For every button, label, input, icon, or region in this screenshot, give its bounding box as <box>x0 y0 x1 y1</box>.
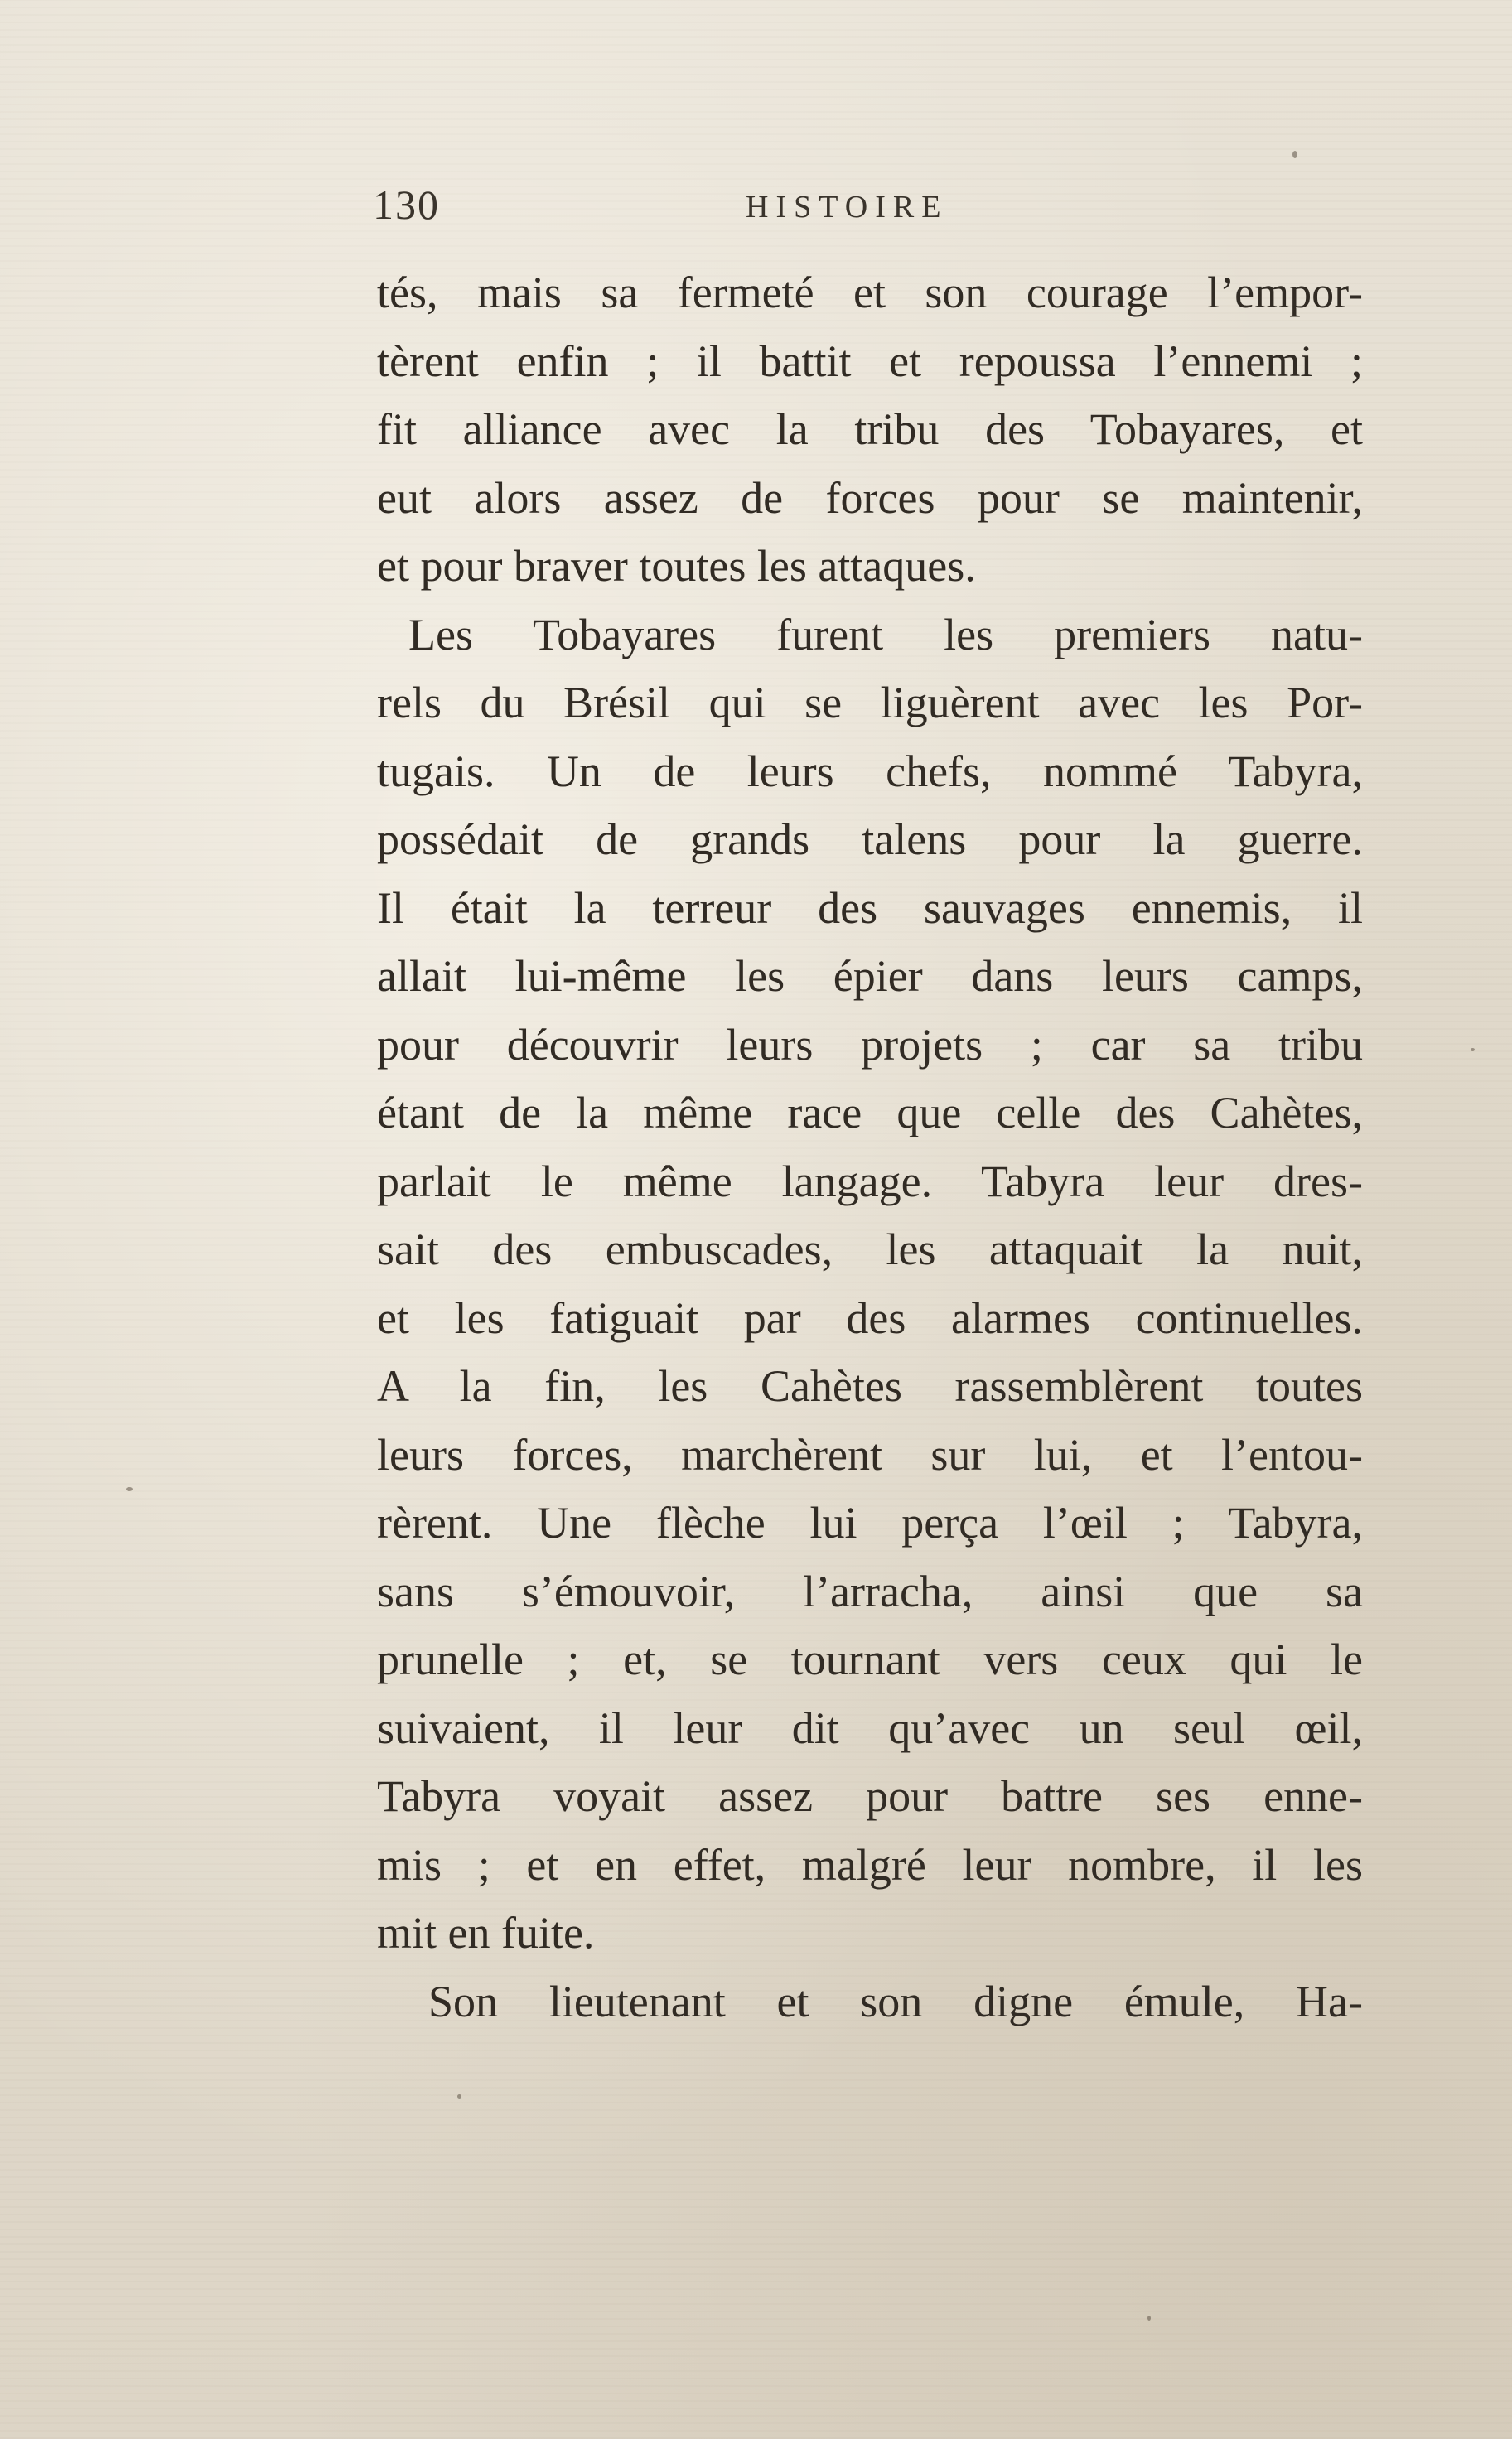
text-line: suivaient, il leur dit qu’avec un seul œil, <box>377 1702 1363 1753</box>
paper-speck <box>1292 151 1297 158</box>
text-line: sait des embuscades, les attaquait la nuit, <box>377 1224 1363 1274</box>
text-line: Les Tobayares furent les premiers natu- <box>408 609 1363 659</box>
text-line: et les fatiguait par des alarmes continuelles. <box>377 1292 1363 1343</box>
text-line: tèrent enfin ; il battit et repoussa l’ennemi ; <box>377 336 1363 386</box>
paper-speck <box>1471 1048 1475 1051</box>
text-line: étant de la même race que celle des Cahètes, <box>377 1088 1363 1137</box>
paper-speck <box>1147 2316 1151 2321</box>
text-line: sans s’émouvoir, l’arracha, ainsi que sa <box>377 1566 1363 1616</box>
paper-speck <box>457 2094 461 2099</box>
body-text <box>377 258 1363 2036</box>
text-line: mit en fuite. <box>377 1908 595 1958</box>
text-line: Il était la terreur des sauvages ennemis, il <box>377 882 1363 933</box>
paper-speck <box>126 1487 133 1491</box>
page-number: 130 <box>373 181 440 228</box>
text-line: parlait le même langage. Tabyra leur dres- <box>377 1156 1363 1206</box>
text-line: allait lui-même les épier dans leurs camps, <box>377 951 1363 1001</box>
text-line: mis ; et en effet, malgré leur nombre, il les <box>377 1839 1363 1890</box>
text-line: prunelle ; et, se tournant vers ceux qui le <box>377 1635 1363 1684</box>
text-line: leurs forces, marchèrent sur lui, et l’entou- <box>377 1429 1363 1480</box>
text-line: rels du Brésil qui se liguèrent avec les Por- <box>377 678 1363 727</box>
text-line: Son lieutenant et son digne émule, Ha- <box>428 1976 1363 2026</box>
text-line: fit alliance avec la tribu des Tobayares, et <box>377 404 1363 454</box>
running-head: HISTOIRE <box>746 190 949 225</box>
text-line: et pour braver toutes les attaques. <box>377 541 976 591</box>
text-line: A la fin, les Cahètes rassemblèrent toutes <box>377 1361 1363 1411</box>
text-line: possédait de grands talens pour la guerre. <box>377 814 1363 864</box>
text-line: rèrent. Une flèche lui perça l’œil ; Tabyra, <box>377 1498 1363 1548</box>
text-line: pour découvrir leurs projets ; car sa tribu <box>377 1019 1363 1070</box>
text-line: tés, mais sa fermeté et son courage l’empor- <box>377 268 1363 317</box>
text-line: Tabyra voyait assez pour battre ses enne- <box>377 1771 1363 1821</box>
text-line: eut alors assez de forces pour se maintenir, <box>377 472 1363 523</box>
page-header <box>373 181 1367 239</box>
text-line: tugais. Un de leurs chefs, nommé Tabyra, <box>377 746 1363 796</box>
